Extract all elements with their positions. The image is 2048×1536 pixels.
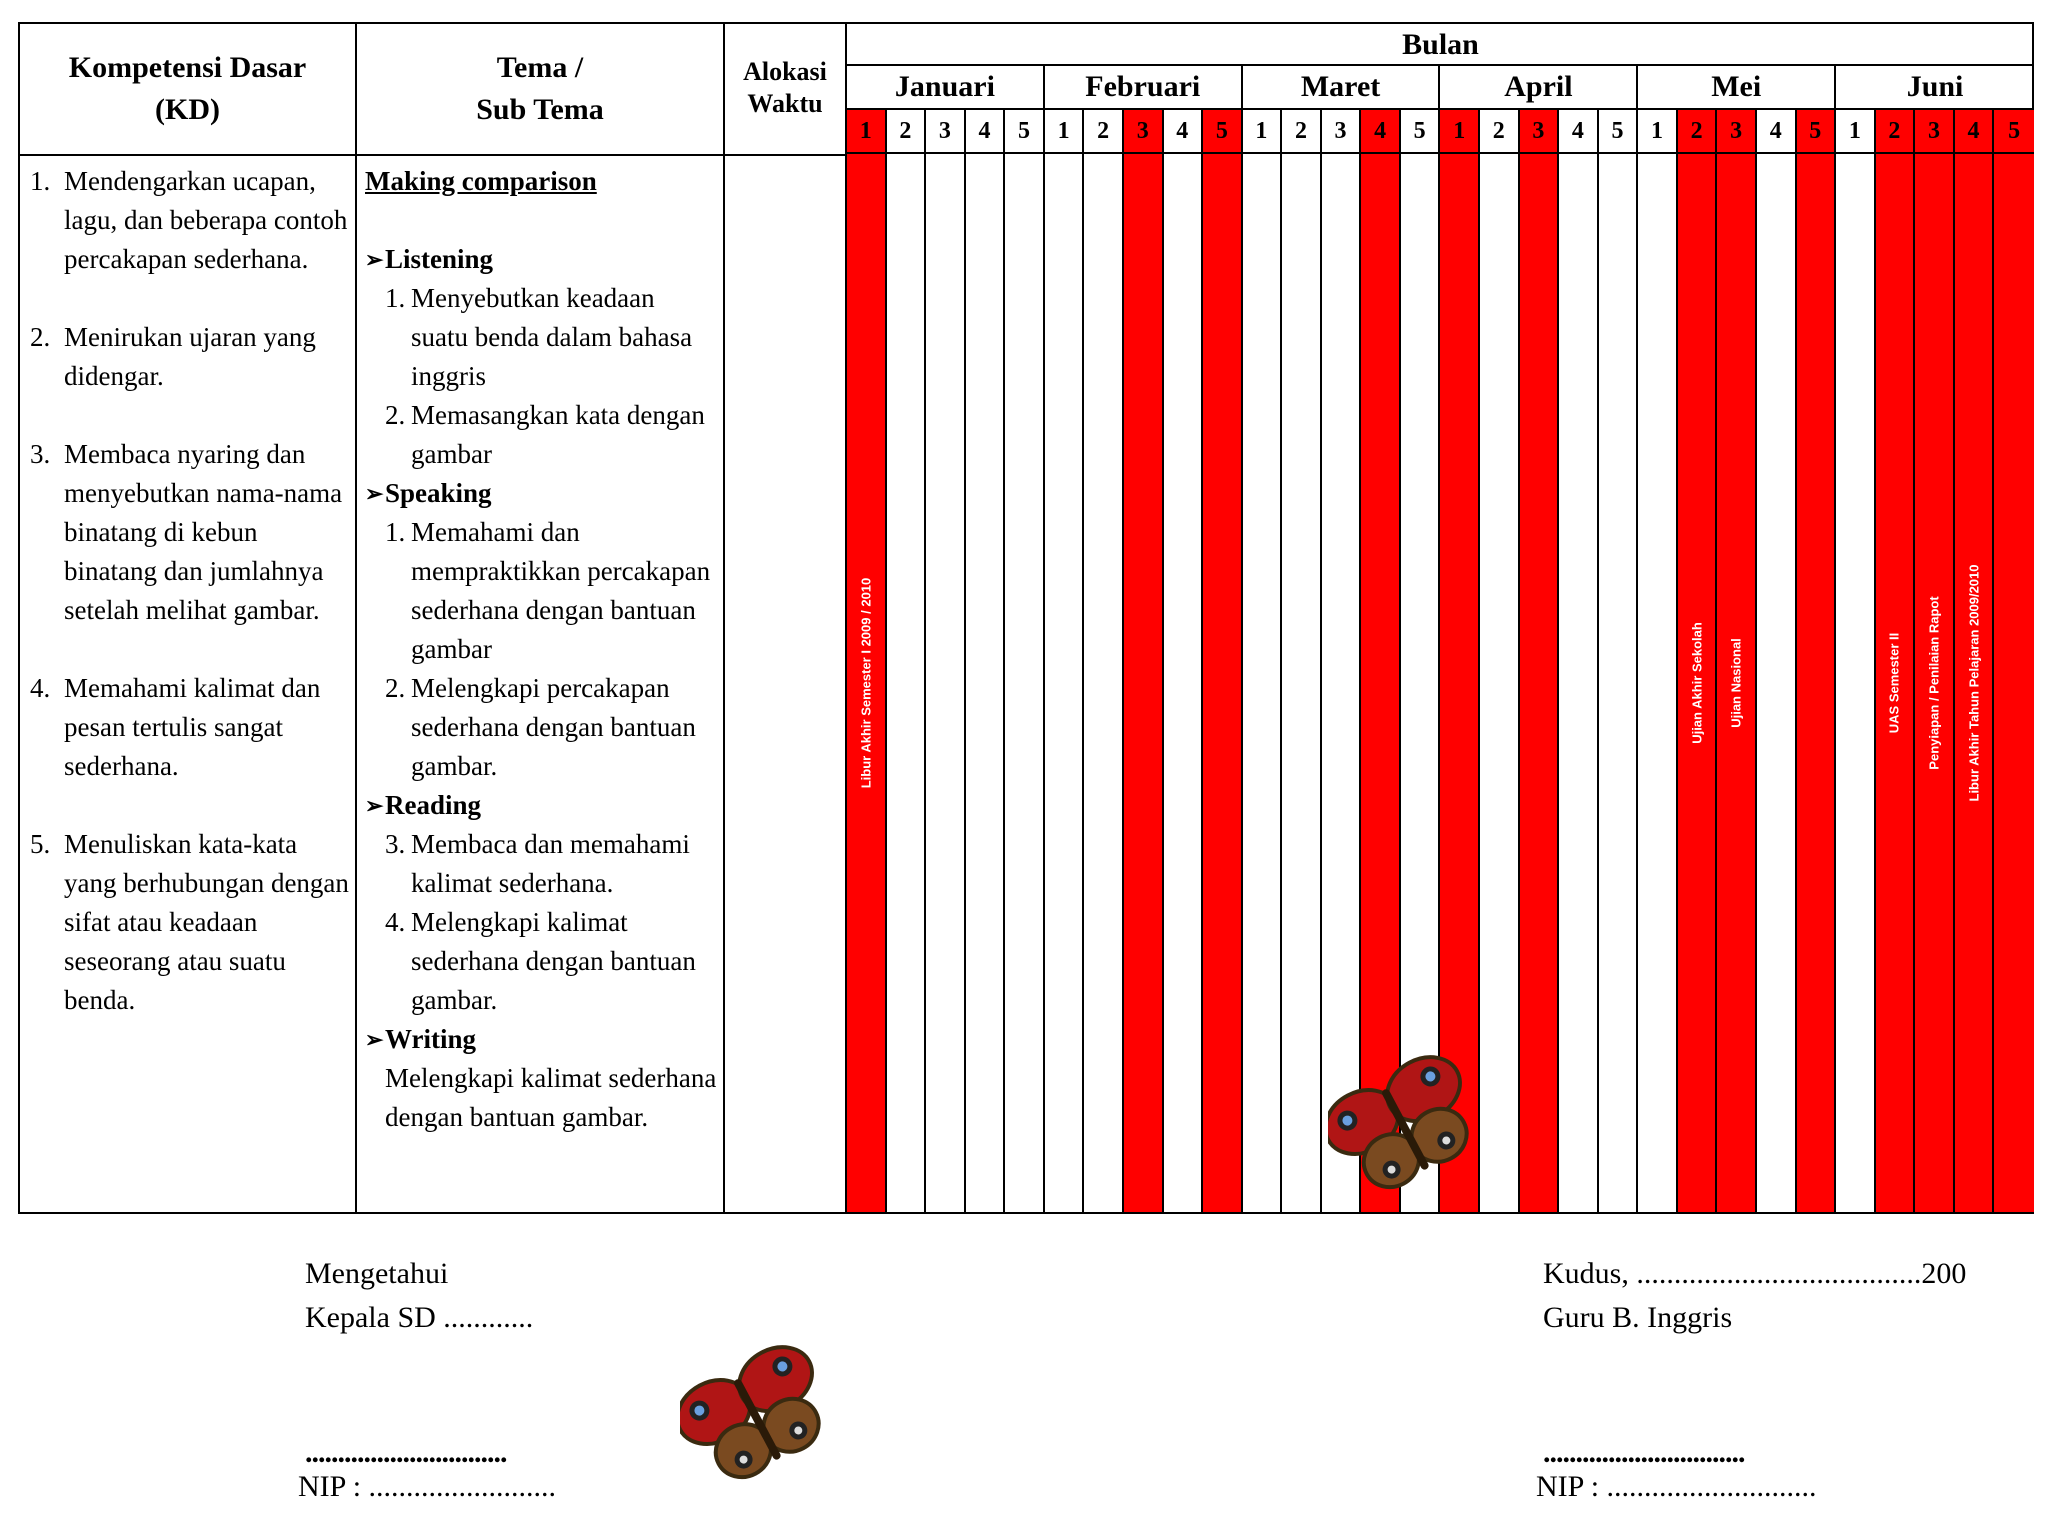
week-number: 3 (1915, 110, 1955, 152)
bulan-header: Bulan (847, 24, 2034, 66)
reading-items (365, 825, 717, 1020)
activity-label: Ujian Akhir Sekolah (1689, 622, 1705, 744)
week-column (847, 154, 887, 1212)
week-column (1084, 154, 1124, 1212)
sub-item-number: 1. (385, 283, 406, 313)
alokasi-column (725, 24, 847, 1212)
program-semester-table (18, 22, 2034, 1214)
sub-item-text: Melengkapi percakapan sederhana dengan bantuan gambar. (411, 673, 696, 781)
week-column (887, 154, 927, 1212)
month-header: Januari (847, 66, 1045, 108)
week-number: 3 (1322, 110, 1362, 152)
skill-writing: ➢ Writing (365, 1020, 717, 1059)
signature-right (1543, 1252, 1966, 1340)
week-number: 1 (1638, 110, 1678, 152)
week-row (847, 110, 2034, 154)
tema-column (357, 24, 725, 1212)
month-header: Maret (1243, 66, 1441, 108)
week-number: 3 (1520, 110, 1560, 152)
kd-item (30, 669, 352, 786)
week-number: 2 (1084, 110, 1124, 152)
sub-item-number: 1. (385, 517, 406, 547)
week-column (1797, 154, 1837, 1212)
week-column (1955, 154, 1995, 1212)
skill-listening: ➢ Listening (365, 240, 717, 279)
butterfly-icon (680, 1345, 830, 1485)
activity-label: Libur Akhir Tahun Pelajaran 2009/2010 (1966, 564, 1982, 802)
week-column (1361, 154, 1401, 1212)
arrow-icon: ➢ (365, 247, 384, 272)
sub-item-number: 2. (385, 673, 406, 703)
sub-item (365, 396, 717, 474)
speaking-items (365, 513, 717, 786)
arrow-icon: ➢ (365, 481, 384, 506)
calendar (847, 24, 2034, 1212)
week-number: 4 (1757, 110, 1797, 152)
week-number: 4 (1361, 110, 1401, 152)
kd-number: 5. (30, 829, 51, 859)
week-number: 4 (966, 110, 1006, 152)
week-number: 2 (1480, 110, 1520, 152)
week-number: 1 (1836, 110, 1876, 152)
week-column (926, 154, 966, 1212)
week-number: 3 (1717, 110, 1757, 152)
month-header: Februari (1045, 66, 1243, 108)
nip-right: NIP : ............................ (1536, 1470, 1817, 1503)
kd-number: 4. (30, 673, 51, 703)
kd-text: Menuliskan kata-kata yang berhubungan dengan sifat atau keadaan seseorang atau suatu benda. (64, 829, 349, 1015)
week-number: 5 (1203, 110, 1243, 152)
kd-list (30, 162, 352, 1059)
butterfly-icon (1328, 1055, 1478, 1195)
week-column (1599, 154, 1639, 1212)
tema-content (365, 162, 717, 1137)
kd-item (30, 435, 352, 630)
kd-text: Mendengarkan ucapan, lagu, dan beberapa contoh percakapan sederhana. (64, 166, 348, 274)
week-number: 5 (1994, 110, 2034, 152)
sub-item-number: 3. (385, 829, 406, 859)
skill-reading: ➢ Reading (365, 786, 717, 825)
week-column (1678, 154, 1718, 1212)
activity-label: Penyiapan / Penilaian Rapot (1926, 596, 1942, 770)
activity-label: Ulangan Tengah Semester II (1491, 596, 1507, 770)
header-divider (20, 154, 847, 156)
sub-item (365, 903, 717, 1020)
month-header: April (1440, 66, 1638, 108)
alokasi-header: Alokasi Waktu (743, 57, 827, 118)
week-number: 1 (847, 110, 887, 152)
week-column (1876, 154, 1916, 1212)
week-number: 4 (1164, 110, 1204, 152)
tema-header: Tema / Sub Tema (476, 51, 604, 126)
week-number: 1 (1243, 110, 1283, 152)
sub-item-text: Memasangkan kata dengan gambar (411, 400, 705, 469)
week-column (1243, 154, 1283, 1212)
week-number: 5 (1005, 110, 1045, 152)
arrow-icon: ➢ (365, 793, 384, 818)
sub-item (365, 279, 717, 396)
week-column (1757, 154, 1797, 1212)
kudus-date-label: Kudus, ......................................200 (1543, 1257, 1967, 1290)
week-column (1440, 154, 1480, 1212)
kd-text: Memahami kalimat dan pesan tertulis sangat sederhana. (64, 673, 321, 781)
sub-item-text: Membaca dan memahami kalimat sederhana. (411, 829, 690, 898)
week-column (1045, 154, 1085, 1212)
week-number: 5 (1797, 110, 1837, 152)
kd-item (30, 825, 352, 1020)
week-number: 2 (1282, 110, 1322, 152)
sub-item-text: Menyebutkan keadaan suatu benda dalam bahasa inggris (411, 283, 693, 391)
week-column (1322, 154, 1362, 1212)
week-number: 2 (1678, 110, 1718, 152)
kd-column (20, 24, 357, 1212)
activity-label: Ujian Nasional (1728, 638, 1744, 728)
sub-item-number: 2. (385, 400, 406, 430)
sub-item-text: Melengkapi kalimat sederhana dengan bantuan gambar. (411, 907, 696, 1015)
guru-label: Guru B. Inggris (1543, 1301, 1733, 1334)
activity-label: UAS Semester II (1886, 632, 1902, 734)
week-column (1164, 154, 1204, 1212)
month-header: Mei (1638, 66, 1836, 108)
mengetahui-label: Mengetahui (305, 1257, 449, 1290)
week-number: 1 (1440, 110, 1480, 152)
week-column (1401, 154, 1441, 1212)
signature-line-right: ............................... (1543, 1436, 1745, 1469)
sub-item (365, 513, 717, 669)
kd-item (30, 162, 352, 279)
signature-line-left: ............................... (305, 1436, 507, 1469)
week-number: 3 (1124, 110, 1164, 152)
week-column (1520, 154, 1560, 1212)
sub-item-number: 4. (385, 907, 406, 937)
week-number: 5 (1599, 110, 1639, 152)
week-number: 3 (926, 110, 966, 152)
week-columns (847, 154, 2034, 1212)
week-column (1005, 154, 1045, 1212)
kd-item (30, 318, 352, 396)
week-column (1915, 154, 1955, 1212)
nip-left: NIP : ......................... (298, 1470, 557, 1503)
kd-number: 2. (30, 322, 51, 352)
sub-item-text: Memahami dan mempraktikkan percakapan sederhana dengan bantuan gambar (411, 517, 711, 664)
week-column (1124, 154, 1164, 1212)
week-column (1282, 154, 1322, 1212)
kd-number: 3. (30, 439, 51, 469)
kd-text: Membaca nyaring dan menyebutkan nama-nama binatang di kebun binatang dan jumlahnya setelah melihat gambar. (64, 439, 343, 625)
kd-number: 1. (30, 166, 51, 196)
kepala-sd-label: Kepala SD ............ (305, 1301, 534, 1334)
week-number: 2 (887, 110, 927, 152)
tema-title: Making comparison (365, 166, 597, 196)
kd-header: Kompetensi Dasar (KD) (68, 51, 307, 126)
week-number: 1 (1045, 110, 1085, 152)
week-number: 5 (1401, 110, 1441, 152)
writing-text: Melengkapi kalimat sederhana dengan bantuan gambar. (385, 1063, 717, 1132)
week-column (1994, 154, 2034, 1212)
month-row (847, 66, 2034, 110)
week-number: 2 (1876, 110, 1916, 152)
week-column (1559, 154, 1599, 1212)
week-column (1638, 154, 1678, 1212)
listening-items (365, 279, 717, 474)
week-column (1717, 154, 1757, 1212)
activity-label: Libur Akhir Semester I 2009 / 2010 (858, 577, 874, 789)
month-header: Juni (1906, 70, 1964, 103)
sub-item (365, 825, 717, 903)
skill-speaking: ➢ Speaking (365, 474, 717, 513)
week-column (966, 154, 1006, 1212)
week-column (1836, 154, 1876, 1212)
arrow-icon: ➢ (365, 1027, 384, 1052)
kd-text: Menirukan ujaran yang didengar. (64, 322, 316, 391)
week-column (1480, 154, 1520, 1212)
week-column (1203, 154, 1243, 1212)
week-number: 4 (1559, 110, 1599, 152)
signature-left (305, 1252, 533, 1340)
sub-item (365, 669, 717, 786)
week-number: 4 (1955, 110, 1995, 152)
